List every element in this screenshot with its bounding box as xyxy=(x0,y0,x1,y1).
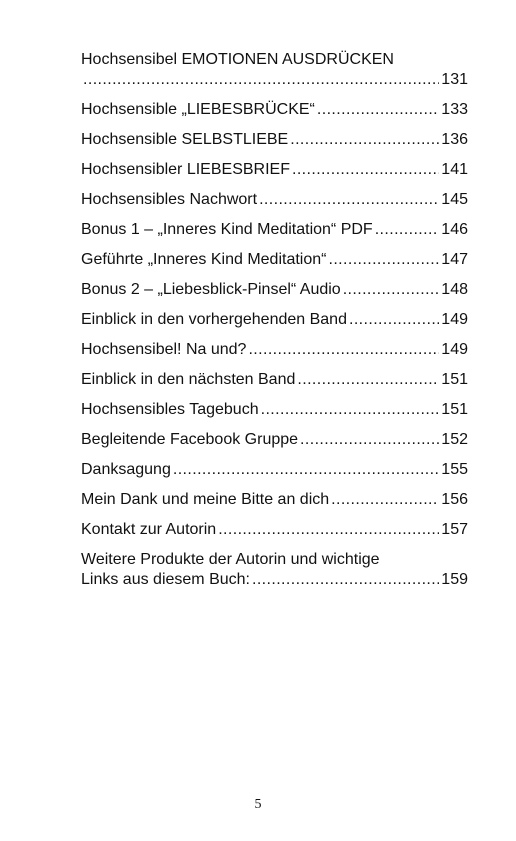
toc-entry-line xyxy=(81,70,468,90)
toc-entry-page: 147 xyxy=(441,251,468,268)
toc-entry-title: Geführte „Inneres Kind Meditation“ xyxy=(81,251,327,268)
toc-entry-title: Begleitende Facebook Gruppe xyxy=(81,431,299,448)
toc-entry-title: Einblick in den nächsten Band xyxy=(81,371,296,388)
toc-entry-page: 141 xyxy=(441,161,468,178)
toc-entry-line xyxy=(81,490,468,510)
toc-entry[interactable] xyxy=(81,460,468,480)
toc-entry-page: 136 xyxy=(441,131,468,148)
toc-entry-title: Links aus diesem Buch: xyxy=(81,571,250,588)
dot-leader xyxy=(317,100,439,120)
toc-entry-line xyxy=(81,250,468,270)
dot-leader xyxy=(248,340,439,360)
toc-entry-title: Mein Dank und meine Bitte an dich xyxy=(81,491,330,508)
toc-entry-line xyxy=(81,570,468,590)
table-of-contents xyxy=(81,50,468,600)
dot-leader xyxy=(252,570,439,590)
toc-entry[interactable] xyxy=(81,250,468,270)
toc-entry-title: Hochsensibel! Na und? xyxy=(81,341,247,358)
toc-entry-line xyxy=(81,280,468,300)
toc-entry-line xyxy=(81,160,468,180)
toc-entry-page: 151 xyxy=(441,401,468,418)
toc-entry-title: Hochsensibles Nachwort xyxy=(81,191,258,208)
toc-entry-line xyxy=(81,190,468,210)
toc-entry-line xyxy=(81,370,468,390)
toc-entry-page: 159 xyxy=(441,571,468,588)
toc-entry-title: Einblick in den vorhergehenden Band xyxy=(81,311,347,328)
toc-entry-title-line1: Weitere Produkte der Autorin und wichtige xyxy=(81,551,380,568)
dot-leader xyxy=(259,190,439,210)
toc-entry-page: 155 xyxy=(441,461,468,478)
toc-entry-title: Kontakt zur Autorin xyxy=(81,521,217,538)
dot-leader xyxy=(328,250,439,270)
toc-entry-title: Hochsensible „LIEBESBRÜCKE“ xyxy=(81,101,315,118)
toc-entry-title: Bonus 1 – „Inneres Kind Meditation“ PDF xyxy=(81,221,373,238)
toc-entry[interactable] xyxy=(81,280,468,300)
dot-leader xyxy=(218,520,439,540)
toc-entry-page: 157 xyxy=(441,521,468,538)
toc-entry[interactable] xyxy=(81,520,468,540)
dot-leader xyxy=(261,400,440,420)
dot-leader xyxy=(300,430,439,450)
toc-entry-line xyxy=(81,220,468,240)
toc-entry-page: 148 xyxy=(441,281,468,298)
toc-entry[interactable] xyxy=(81,190,468,210)
dot-leader xyxy=(349,310,439,330)
toc-entry-page: 146 xyxy=(441,221,468,238)
toc-entry[interactable] xyxy=(81,220,468,240)
toc-entry-page: 152 xyxy=(441,431,468,448)
toc-entry-line xyxy=(81,520,468,540)
toc-entry-line xyxy=(81,400,468,420)
toc-entry[interactable] xyxy=(81,400,468,420)
toc-entry[interactable] xyxy=(81,340,468,360)
toc-entry-title: Danksagung xyxy=(81,461,171,478)
toc-entry-line xyxy=(81,460,468,480)
toc-entry[interactable] xyxy=(81,310,468,330)
toc-entry[interactable] xyxy=(81,50,468,90)
page-number: 5 xyxy=(254,797,262,812)
toc-entry-title: Hochsensibler LIEBESBRIEF xyxy=(81,161,290,178)
toc-entry-page: 149 xyxy=(441,311,468,328)
toc-entry[interactable] xyxy=(81,490,468,510)
dot-leader xyxy=(375,220,440,240)
toc-entry[interactable] xyxy=(81,370,468,390)
dot-leader xyxy=(173,460,439,480)
toc-entry-title-line1: Hochsensibel EMOTIONEN AUSDRÜCKEN xyxy=(81,51,394,68)
toc-entry[interactable] xyxy=(81,160,468,180)
dot-leader xyxy=(292,160,439,180)
toc-entry-page: 133 xyxy=(441,101,468,118)
toc-entry-title: Hochsensibles Tagebuch xyxy=(81,401,259,418)
toc-entry[interactable] xyxy=(81,100,468,120)
toc-entry-line xyxy=(81,130,468,150)
dot-leader xyxy=(83,70,439,90)
toc-entry-line xyxy=(81,340,468,360)
toc-entry-line xyxy=(81,310,468,330)
toc-entry-line xyxy=(81,100,468,120)
toc-entry-title: Bonus 2 – „Liebesblick-Pinsel“ Audio xyxy=(81,281,341,298)
dot-leader xyxy=(331,490,439,510)
toc-entry[interactable] xyxy=(81,430,468,450)
toc-entry-page: 156 xyxy=(441,491,468,508)
toc-entry-page: 149 xyxy=(441,341,468,358)
dot-leader xyxy=(297,370,439,390)
toc-entry-line xyxy=(81,430,468,450)
toc-entry[interactable] xyxy=(81,130,468,150)
toc-entry-page: 145 xyxy=(441,191,468,208)
dot-leader xyxy=(343,280,440,300)
toc-entry-title: Hochsensible SELBSTLIEBE xyxy=(81,131,289,148)
dot-leader xyxy=(290,130,439,150)
toc-entry-page: 151 xyxy=(441,371,468,388)
toc-entry[interactable] xyxy=(81,550,468,590)
toc-entry-page: 131 xyxy=(441,71,468,88)
